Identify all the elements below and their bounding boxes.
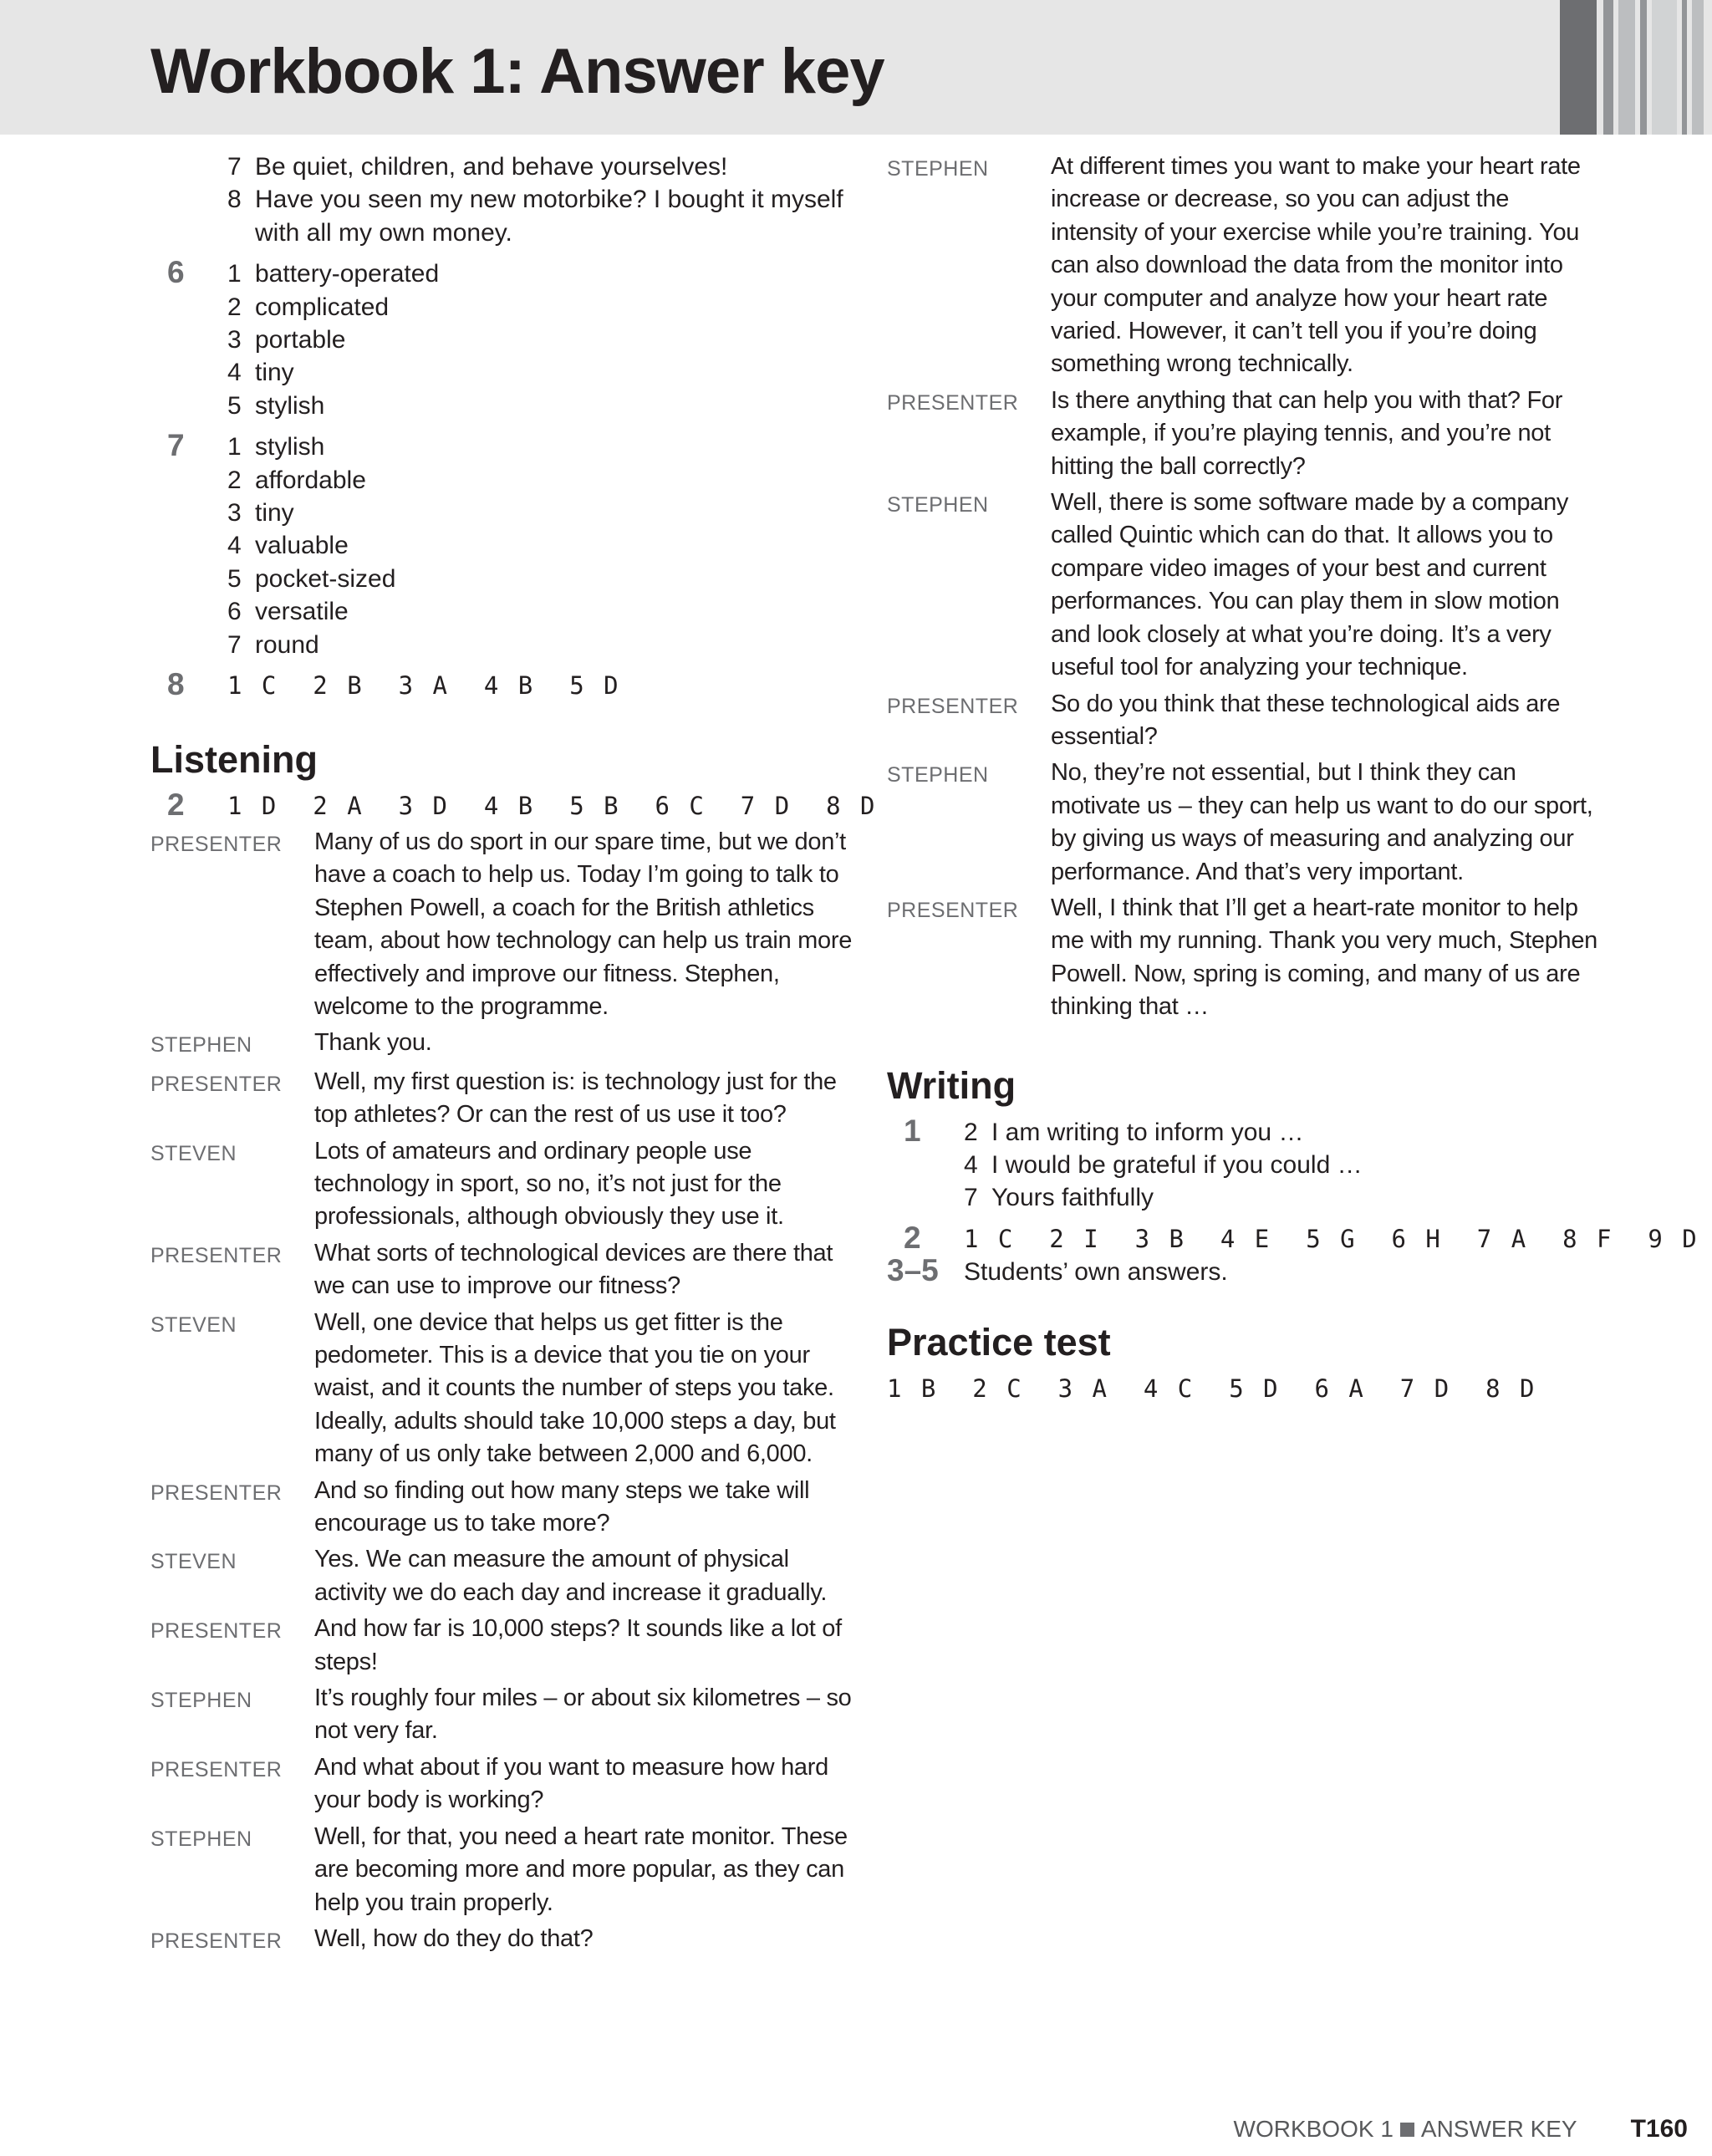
transcript-turn	[887, 385, 1597, 483]
footer-label-answer-key: ANSWER KEY	[1420, 2116, 1577, 2142]
speaker-label: PRESENTER	[887, 390, 1019, 415]
transcript-turn	[150, 1923, 853, 1958]
speaker-label: STEPHEN	[887, 493, 989, 517]
transcript-right	[887, 150, 1597, 1024]
list-item: 4 I would be grateful if you could …	[964, 1150, 1363, 1179]
stripe	[1652, 0, 1677, 135]
speaker-label: STEVEN	[150, 1141, 237, 1165]
transcript-turn	[887, 688, 1597, 754]
speech-text: Many of us do sport in our spare time, but we don’t have a coach to help us. Today I’m going to talk to Stephen Powell, a coach for the British athletics team, about how technology can help us train more effectively and improve our fitness. Stephen, welcome to the programme.	[314, 828, 853, 1020]
list-item: 4 valuable	[227, 532, 349, 560]
answer-line: 1 D 2 A 3 D 4 B 5 B 6 C 7 D 8 D	[227, 791, 878, 820]
transcript-left	[150, 826, 853, 1958]
list-item: 7 Be quiet, children, and behave yourselves!	[227, 153, 728, 181]
speech-text: It’s roughly four miles – or about six kilometres – so not very far.	[314, 1685, 852, 1745]
page-footer	[1234, 2115, 1688, 2143]
speaker-label: PRESENTER	[150, 1757, 283, 1781]
speaker-label: PRESENTER	[887, 694, 1019, 718]
speaker-label: STEPHEN	[150, 1827, 252, 1851]
transcript-turn	[150, 1543, 853, 1609]
speaker-label: STEPHEN	[150, 1689, 252, 1713]
speech-text: And so finding out how many steps we take will encourage us to take more?	[314, 1476, 810, 1537]
answer-line: 1 C 2 I 3 B 4 E 5 G 6 H 7 A 8 F 9 D	[964, 1224, 1699, 1253]
transcript-turn	[150, 1751, 853, 1817]
list-item: 5 stylish	[227, 391, 325, 420]
list-item: 2 complicated	[227, 293, 390, 321]
list-item: 2 I am writing to inform you …	[964, 1118, 1304, 1146]
speech-text: Well, my first question is: is technology just for the top athletes? Or can the rest of us use it too?	[314, 1068, 837, 1129]
speaker-label: PRESENTER	[150, 832, 283, 856]
speech-text: What sorts of technological devices are there that we can use to improve our fitness?	[314, 1239, 833, 1300]
exercise-6	[150, 257, 853, 422]
header-stripes-decoration	[1560, 0, 1712, 135]
speech-text: And what about if you want to measure how hard your body is working?	[314, 1753, 828, 1814]
exercise-7	[150, 428, 853, 661]
speech-text: Is there anything that can help you with that? For example, if you’re playing tennis, and you’re not hitting the ball correctly?	[1051, 386, 1563, 480]
list-item: 8 Have you seen my new motorbike? I bought it myself with all my own money.	[227, 186, 843, 247]
writing-exercise-3-5	[887, 1253, 1597, 1288]
transcript-turn	[887, 757, 1597, 889]
exercise-number: 2	[904, 1220, 921, 1255]
stripe	[1640, 0, 1647, 135]
right-column	[887, 150, 1699, 1405]
exercise-8	[150, 667, 853, 702]
exercise-5-continued	[150, 150, 853, 249]
transcript-turn	[150, 1613, 853, 1679]
exercise-number: 8	[167, 667, 185, 702]
speaker-label: STEPHEN	[887, 157, 989, 181]
section-title-listening: Listening	[150, 737, 318, 781]
transcript-turn	[150, 1237, 853, 1303]
transcript-turn	[150, 1307, 853, 1471]
speech-text: Well, there is some software made by a company called Quintic which can do that. It allows you to compare video images of your best and current performances. You can play them in slow motion and look closely at what you’re doing. It’s a very useful tool for analyzing your technique.	[1051, 489, 1569, 681]
section-title-writing: Writing	[887, 1063, 1016, 1107]
answer-line: 1 C 2 B 3 A 4 B 5 D	[227, 671, 621, 701]
speaker-label: STEVEN	[150, 1550, 237, 1574]
stripe	[1618, 0, 1635, 135]
page-number: T160	[1630, 2115, 1688, 2143]
transcript-turn	[150, 826, 853, 1023]
transcript-turn	[150, 1682, 853, 1748]
left-column	[150, 150, 878, 1961]
exercise-number: 7	[167, 428, 185, 463]
speaker-label: PRESENTER	[887, 898, 1019, 922]
speech-text: Well, I think that I’ll get a heart-rate monitor to help me with my running. Thank you very much, Stephen Powell. Now, spring is coming, and many of us are thinking that …	[1051, 894, 1598, 1021]
answer-line: Students’ own answers.	[964, 1258, 1228, 1287]
speech-text: Well, for that, you need a heart rate monitor. These are becoming more and more popular, as they can help you train properly.	[314, 1822, 848, 1916]
speaker-label: PRESENTER	[150, 1072, 283, 1096]
transcript-turn	[887, 487, 1597, 684]
list-item: 7 round	[227, 630, 319, 659]
speaker-label: PRESENTER	[150, 1243, 283, 1267]
speech-text: Yes. We can measure the amount of physical activity we do each day and increase it gradually.	[314, 1546, 828, 1606]
list-item: 2 affordable	[227, 466, 366, 494]
exercise-number: 3–5	[887, 1253, 939, 1288]
listening-exercise-2	[150, 787, 878, 823]
transcript-turn	[150, 1135, 853, 1234]
speaker-label: STEVEN	[150, 1312, 237, 1337]
speaker-label: PRESENTER	[150, 1929, 283, 1953]
stripe	[1682, 0, 1687, 135]
speaker-label: PRESENTER	[150, 1481, 283, 1505]
exercise-number: 6	[167, 255, 185, 290]
footer-label-workbook: WORKBOOK 1	[1233, 2116, 1394, 2142]
list-item: 1 stylish	[227, 433, 325, 461]
speaker-label: PRESENTER	[150, 1619, 283, 1644]
transcript-turn	[150, 1475, 853, 1541]
stripe	[1692, 0, 1704, 135]
list-item: 7 Yours faithfully	[964, 1184, 1154, 1212]
speech-text: No, they’re not essential, but I think they can motivate us – they can help us want to do our sport, by giving us ways of measuring and analyzing our performance. And that’s very important.	[1051, 759, 1593, 885]
stripe	[1560, 0, 1597, 135]
speech-text: And how far is 10,000 steps? It sounds like a lot of steps!	[314, 1615, 842, 1675]
page-title: Workbook 1: Answer key	[150, 36, 884, 107]
writing-exercise-1	[887, 1113, 1597, 1215]
stripe	[1603, 0, 1613, 135]
speech-text: At different times you want to make your heart rate increase or decrease, so you can adjust the intensity of your exercise while you’re training. You can also download the data from the monitor into your computer and analyze how your heart rate varied. However, it can’t tell you if you’re doing something wrong technically.	[1051, 153, 1581, 378]
transcript-turn	[150, 1821, 853, 1919]
speech-text: Lots of amateurs and ordinary people use technology in sport, so no, it’s not just for the professionals, although obviously they use it.	[314, 1137, 784, 1231]
page-header	[0, 0, 1712, 135]
list-item: 5 pocket-sized	[227, 564, 396, 593]
speech-text: Thank you.	[314, 1029, 432, 1057]
speaker-label: STEPHEN	[150, 1033, 252, 1058]
practice-test-answers: 1 B 2 C 3 A 4 C 5 D 6 A 7 D 8 D	[887, 1374, 1537, 1403]
transcript-turn	[887, 150, 1597, 381]
list-item: 1 battery-operated	[227, 260, 440, 288]
list-item: 3 tiny	[227, 499, 294, 528]
exercise-number: 2	[167, 787, 185, 822]
transcript-turn	[150, 1066, 853, 1132]
transcript-turn	[150, 1027, 853, 1062]
writing-exercise-2	[887, 1220, 1699, 1256]
list-item: 3 portable	[227, 326, 346, 354]
speech-text: So do you think that these technological aids are essential?	[1051, 690, 1561, 750]
speaker-label: STEPHEN	[887, 763, 989, 787]
speech-text: Well, one device that helps us get fitter is the pedometer. This is a device that you tie on your waist, and it counts the number of steps you take. Ideally, adults should take 10,000 steps a day, but many of us only take between 2,000 and 6,000.	[314, 1308, 836, 1468]
list-item: 4 tiny	[227, 359, 294, 387]
list-item: 6 versatile	[227, 598, 349, 626]
exercise-number: 1	[904, 1113, 921, 1148]
square-bullet-icon	[1400, 2123, 1414, 2137]
section-title-practice-test: Practice test	[887, 1320, 1111, 1363]
transcript-turn	[887, 892, 1597, 1024]
speech-text: Well, how do they do that?	[314, 1924, 594, 1952]
